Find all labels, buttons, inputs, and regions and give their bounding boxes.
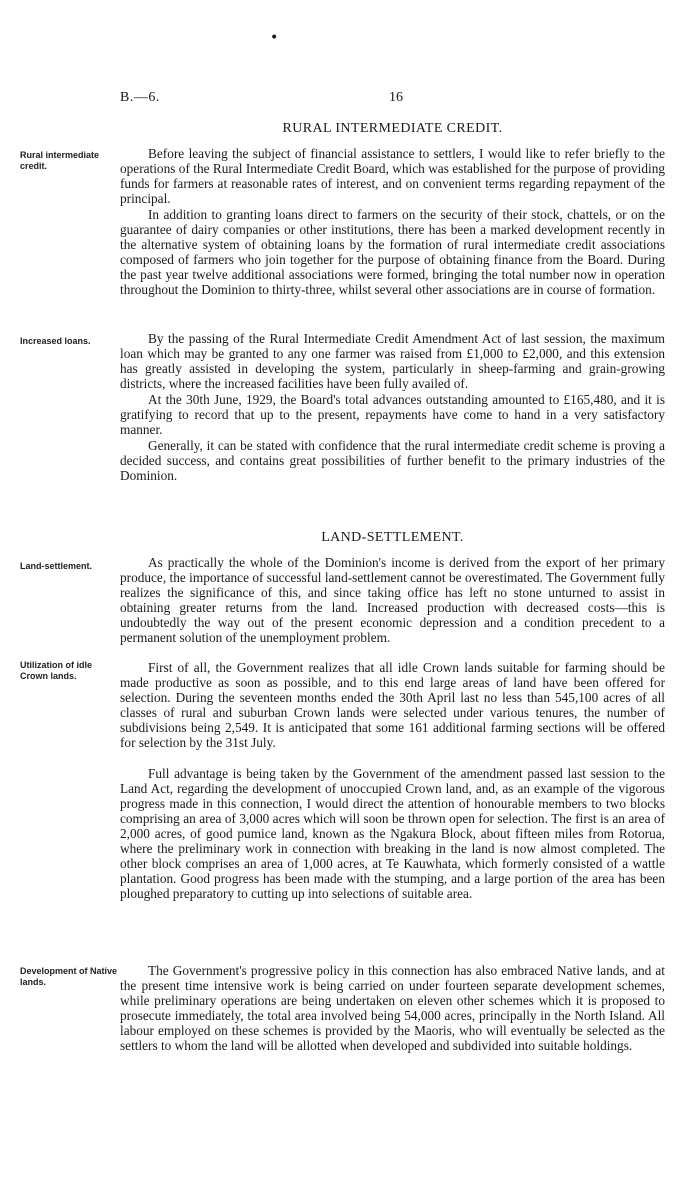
margin-note-idle-crown-lands: Utilization of idle Crown lands.: [20, 660, 92, 681]
margin-note-increased-loans: Increased loans.: [20, 336, 91, 346]
margin-note-native-lands: Development of Native lands.: [20, 966, 118, 987]
paragraph: In addition to granting loans direct to farmers on the security of their stock, chattels, or on the guarantee of dairy companies or other institutions, there has been a marked development recently in the alternative system of obtaining loans by the formation of rural intermediate credit associations composed of farmers who join together for the purpose of obtaining finance from the Board. During the past year twelve additional associations were formed, bringing the total number now in operation throughout the Dominion to thirty-three, whilst several other associations are in course of formation.: [120, 207, 665, 297]
margin-note-rural-credit: Rural intermediate credit.: [20, 150, 100, 171]
paragraph: As practically the whole of the Dominion's income is derived from the export of her primary produce, the importance of successful land-settlement cannot be overestimated. The Government fully realizes the significance of this, and since taking office has left no stone unturned to assist in obtaining greater returns from the land. Increased production with decreased costs—this is undoubtedly the way out of the present economic depression and a condition precedent to a permanent solution of the unemployment problem.: [120, 555, 665, 645]
paragraph: Before leaving the subject of financial assistance to settlers, I would like to refer briefly to the operations of the Rural Intermediate Credit Board, which was established for the purpose of providing funds for farmers at reasonable rates of interest, and on convenient terms regarding repayment of the principal.: [120, 146, 665, 206]
paragraph: Full advantage is being taken by the Government of the amendment passed last session to the Land Act, regarding the development of unoccupied Crown land, and, as an example of the vigorous progress made in this connection, I would direct the attention of honourable members to two blocks comprising an area of 3,000 acres which will soon be thrown open for selection. The first is an area of 2,000 acres, of good pumice land, known as the Ngakura Block, about fifteen miles from Rotorua, where the preliminary work in connection with breaking in the land is now almost completed. The other block comprises an area of 1,000 acres, at Te Kauwhata, which formerly consisted of a wattle plantation. Good progress has been made with the stumping, and a large portion of the area has been ploughed preparatory to cutting up into selections of suitable area.: [120, 766, 665, 901]
paragraph: By the passing of the Rural Intermediate Credit Amendment Act of last session, the maximum loan which may be granted to any one farmer was raised from £1,000 to £2,000, and this extension has greatly assisted in developing the system, particularly in sheep-farming and grain-growing districts, where the increased facilities have been fully availed of.: [120, 331, 665, 391]
margin-note-land-settlement: Land-settlement.: [20, 561, 93, 571]
page-number: 16: [389, 90, 403, 105]
paragraph: First of all, the Government realizes that all idle Crown lands suitable for farming should be made productive as soon as possible, and to this end large areas of land have been offered for selection. During the seventeen months ended the 30th April last no less than 545,100 acres of all classes of rural and suburban Crown lands were selected under various tenures, the number of subdivisions being 2,549. It is anticipated that some 161 additional farming sections will be offered for selection by the 31st July.: [120, 660, 665, 750]
section-title-rural-credit: RURAL INTERMEDIATE CREDIT.: [282, 121, 503, 136]
paragraph: At the 30th June, 1929, the Board's total advances outstanding amounted to £165,480, and it is gratifying to record that up to the present, repayments have come to hand in a very satisfactory manner.: [120, 392, 665, 437]
section-title-land-settlement: LAND-SETTLEMENT.: [321, 530, 464, 545]
paragraph: The Government's progressive policy in this connection has also embraced Native lands, and at the present time intensive work is being carried on under fourteen separate development schemes, while preliminary operations are being undertaken on eleven other schemes which it is proposed to prosecute immediately, the total area involved being 54,000 acres, principally in the North Island. All labour employed on these schemes is provided by the Maoris, who will eventually be selected as the settlers to whom the land will be allotted when developed and subdivided into suitable holdings.: [120, 963, 665, 1053]
document-reference: B.—6.: [120, 90, 160, 105]
page-mark: •: [270, 30, 279, 46]
paragraph: Generally, it can be stated with confidence that the rural intermediate credit scheme is proving a decided success, and contains great possibilities of further benefit to the primary industries of the Dominion.: [120, 438, 665, 483]
